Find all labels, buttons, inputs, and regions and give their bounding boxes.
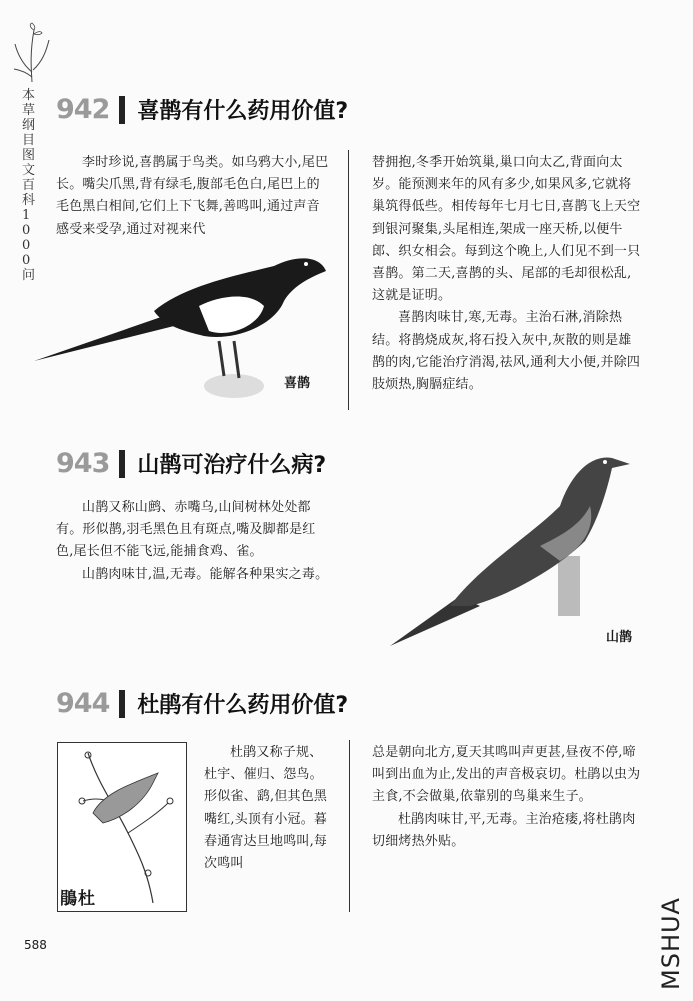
book-title-vertical: 本草纲目图文百科1000问 (22, 88, 36, 283)
section-number: 944 (56, 688, 110, 719)
mountain-magpie-illustration (390, 446, 633, 651)
svg-text:MSHUA: MSHUA (657, 897, 685, 990)
section-942-right-column (372, 152, 644, 396)
column-divider (349, 740, 350, 912)
title-divider-bar (119, 690, 125, 718)
section-number: 943 (56, 448, 110, 479)
section-942-left-column (56, 152, 331, 241)
frame-calligraphy: 鵑杜 (60, 889, 96, 909)
section-question: 杜鹃有什么药用价值? (137, 693, 349, 718)
title-divider-bar (119, 96, 125, 124)
paragraph: 山鹊肉味甘,温,无毒。能解各种果实之毒。 (82, 566, 329, 582)
orchid-ornament-icon (12, 22, 52, 84)
title-divider-bar (119, 450, 125, 478)
mountain-magpie-caption: 山鹊 (606, 630, 633, 645)
paragraph: 总是朝向北方,夏天其鸣叫声更甚,昼夜不停,啼叫到出血为止,发出的声音极哀切。杜鹃以虫为主食,不会做巢,依靠别的鸟巢来生子。 (372, 745, 641, 805)
section-942-title (56, 94, 348, 125)
section-943-title (56, 448, 326, 479)
watermark-logo (655, 880, 685, 992)
paragraph: 杜鹃又称子规、杜宇、催归、怨鸟。形似雀、鹞,但其色黑嘴红,头顶有小冠。暮春通宵达旦地鸣叫,每次鸣叫 (204, 745, 328, 872)
section-number: 942 (56, 94, 110, 125)
magpie-caption: 喜鹊 (284, 376, 311, 391)
section-944-title (56, 688, 348, 719)
paragraph: 喜鹊肉味甘,寒,无毒。主治石淋,消除热结。将鹊烧成灰,将石投入灰中,灰散的则是雄鹊的肉,它能治疗消渴,祛风,通利大小便,并除四肢烦热,胸膈症结。 (372, 310, 641, 393)
cuckoo-framed-illustration (57, 742, 187, 912)
page-number: 588 (24, 938, 47, 952)
section-944-right-column (372, 742, 644, 853)
section-question: 山鹊可治疗什么病? (137, 453, 327, 478)
paragraph: 替拥抱,冬季开始筑巢,巢口向太乙,背面向太岁。能预测来年的风有多少,如果风多,它就将巢筑得低些。相传每年七月七日,喜鹊飞上天空到银河聚集,头尾相连,架成一座天桥,以便牛郎、织女相会。每到这个晚上,人们见不到一只喜鹊。第二天,喜鹊的头、尾部的毛却很松乱,这就是证明。 (372, 155, 641, 304)
paragraph: 杜鹃肉味甘,平,无毒。主治疮瘘,将杜鹃肉切细烤热外贴。 (372, 811, 636, 849)
section-943-left-column (56, 497, 331, 586)
paragraph: 李时珍说,喜鹊属于鸟类。如乌鸦大小,尾巴长。嘴尖爪黑,背有绿毛,腹部毛色白,尾巴上的毛色黑白相间,它们上下飞舞,善鸣叫,通过声音感受来受孕,通过对视来代 (56, 155, 329, 237)
section-944-left-column (204, 742, 334, 875)
paragraph: 山鹊又称山鹧、赤嘴乌,山间树林处处都有。形似鹊,羽毛黑色且有斑点,嘴及脚都是红色,尾长但不能飞远,能捕食鸡、雀。 (56, 500, 316, 560)
column-divider (348, 150, 349, 410)
section-question: 喜鹊有什么药用价值? (137, 99, 349, 124)
